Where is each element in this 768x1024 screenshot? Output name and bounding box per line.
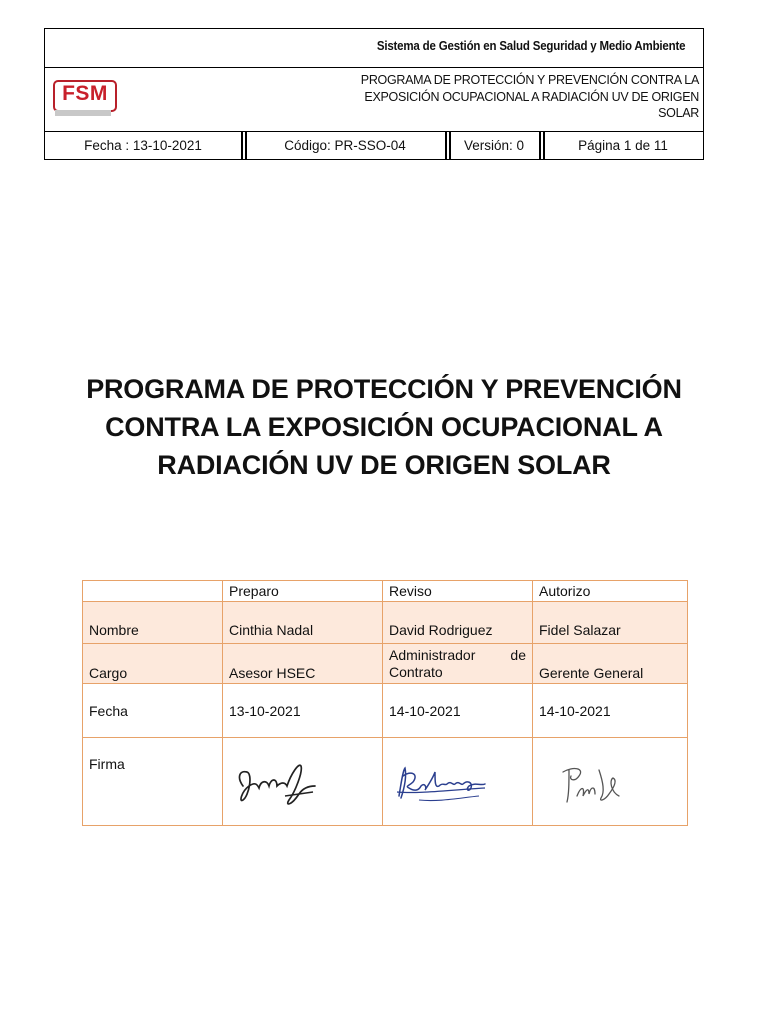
reviso-cargo [389, 647, 526, 681]
divider [445, 132, 447, 159]
autorizo-value: 14-10-2021 [533, 684, 688, 738]
divider [241, 132, 243, 159]
divider [539, 132, 541, 159]
row-label: Fecha [83, 684, 223, 738]
header-title-row [45, 68, 703, 132]
reviso-value: David Rodriguez [383, 602, 533, 644]
version-cell: Versión: 0 [463, 138, 525, 153]
system-title: Sistema de Gestión en Salud Seguridad y Medio Ambiente [376, 39, 685, 53]
signature-cell-reviso [383, 738, 533, 826]
row-label: Nombre [83, 602, 223, 644]
header-title-line: EXPOSICIÓN OCUPACIONAL A RADIACIÓN UV DE ORIGEN [364, 89, 699, 104]
signature-cell-preparo [223, 738, 383, 826]
reviso-cargo-line2: Contrato [389, 664, 443, 680]
table-row-nombre [83, 602, 688, 644]
header-cell-preparo: Preparo [223, 581, 383, 602]
signature-preparo [229, 756, 329, 812]
autorizo-value: Fidel Salazar [533, 602, 688, 644]
signature-reviso [389, 756, 499, 812]
header-cell-empty [83, 581, 223, 602]
header-document-title [269, 72, 699, 122]
table-row-firma [83, 738, 688, 826]
fsm-logo [53, 80, 119, 118]
header-cell-autorizo: Autorizo [533, 581, 688, 602]
reviso-cargo-word: Administrador [389, 647, 476, 663]
reviso-value: 14-10-2021 [383, 684, 533, 738]
reviso-cargo-word: de [510, 647, 526, 663]
signature-autorizo [539, 756, 639, 812]
fecha-cell: Fecha : 13-10-2021 [84, 138, 202, 153]
logo-text: FSM [62, 82, 108, 105]
header-meta-row [45, 132, 703, 159]
signature-cell-autorizo [533, 738, 688, 826]
main-title-line: RADIACIÓN UV DE ORIGEN SOLAR [157, 450, 611, 480]
header-system-row [45, 29, 703, 68]
document-header [44, 28, 704, 160]
main-title [54, 370, 714, 484]
row-label: Firma [83, 738, 223, 826]
autorizo-value: Gerente General [533, 644, 688, 684]
header-title-line: PROGRAMA DE PROTECCIÓN Y PREVENCIÓN CONTRA LA [360, 73, 699, 87]
row-label: Cargo [83, 644, 223, 684]
approval-table [82, 580, 688, 826]
table-row-cargo [83, 644, 688, 684]
table-row-fecha [83, 684, 688, 738]
table-header-row [83, 581, 688, 602]
pagina-cell: Página 1 de 11 [578, 138, 668, 153]
preparo-value: 13-10-2021 [223, 684, 383, 738]
logo-underline [55, 110, 111, 116]
reviso-cargo-line [389, 647, 526, 664]
codigo-cell: Código: PR-SSO-04 [284, 138, 406, 153]
preparo-value: Asesor HSEC [223, 644, 383, 684]
header-title-line: SOLAR [658, 106, 699, 120]
main-title-line: PROGRAMA DE PROTECCIÓN Y PREVENCIÓN [86, 374, 682, 404]
reviso-value [383, 644, 533, 684]
preparo-value: Cinthia Nadal [223, 602, 383, 644]
main-title-line: CONTRA LA EXPOSICIÓN OCUPACIONAL A [105, 412, 663, 442]
header-cell-reviso: Reviso [383, 581, 533, 602]
